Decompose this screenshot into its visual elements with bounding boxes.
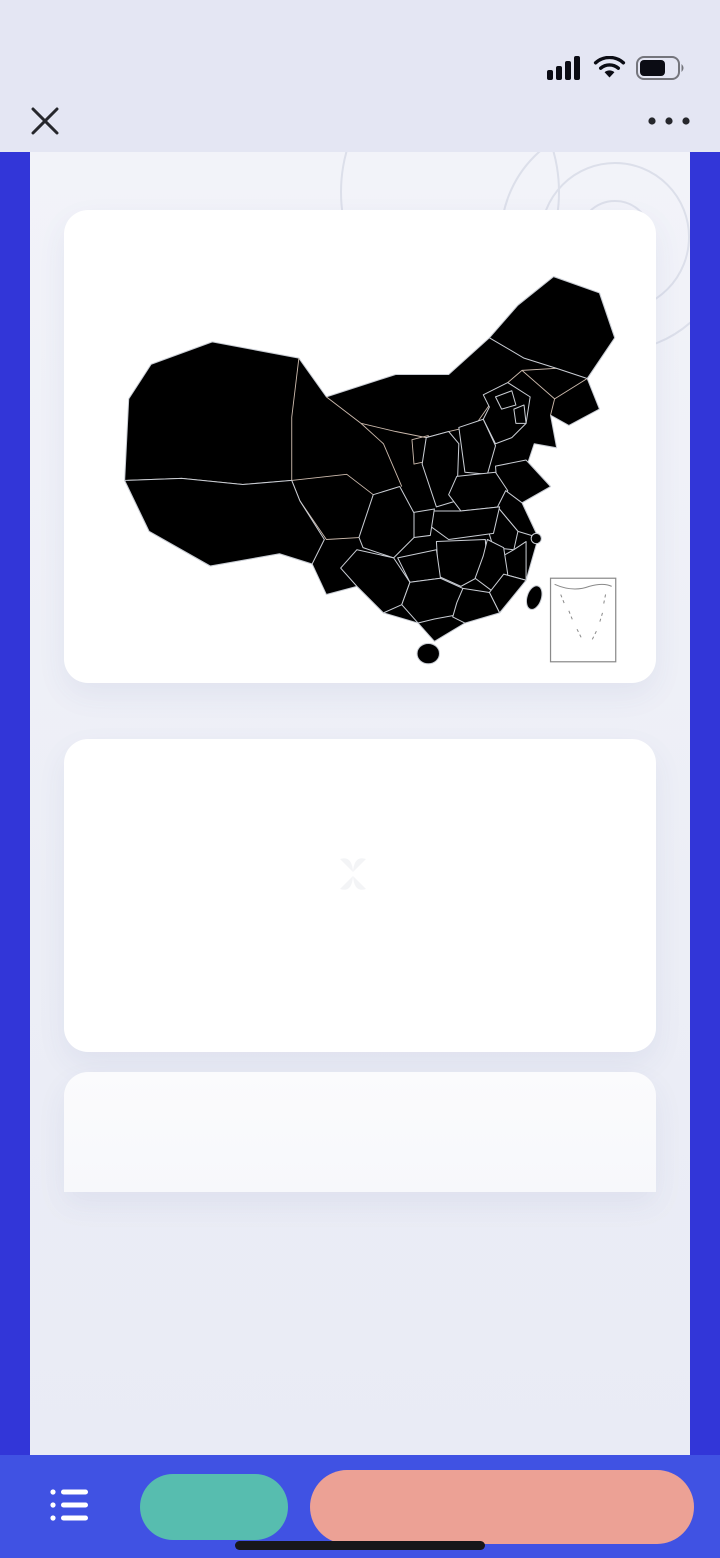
status-bar [0,0,720,90]
sea-inset [551,578,616,662]
trend-chart-svg [86,783,626,1033]
map-card [64,210,656,683]
history-button[interactable] [22,1488,118,1528]
close-icon [28,104,62,138]
close-button[interactable] [28,104,88,138]
stats-card [64,1072,656,1192]
china-map-svg [90,244,630,672]
content-frame [0,152,720,1455]
china-map [90,244,630,677]
content-panel [30,152,690,1455]
share-button[interactable] [140,1474,288,1540]
bottom-bar [0,1455,720,1558]
subscribe-button[interactable] [310,1470,694,1544]
nav-bar [0,90,720,152]
battery-icon [636,56,686,80]
top-bars [0,0,720,152]
more-button[interactable] [622,115,692,127]
trend-chart [86,783,634,1038]
signal-icon [547,56,583,80]
status-icons [547,56,686,80]
wifi-icon [593,56,626,80]
trend-chart-card [64,739,656,1052]
home-indicator[interactable] [235,1541,485,1550]
list-icon [50,1488,90,1522]
more-icon [646,115,692,127]
